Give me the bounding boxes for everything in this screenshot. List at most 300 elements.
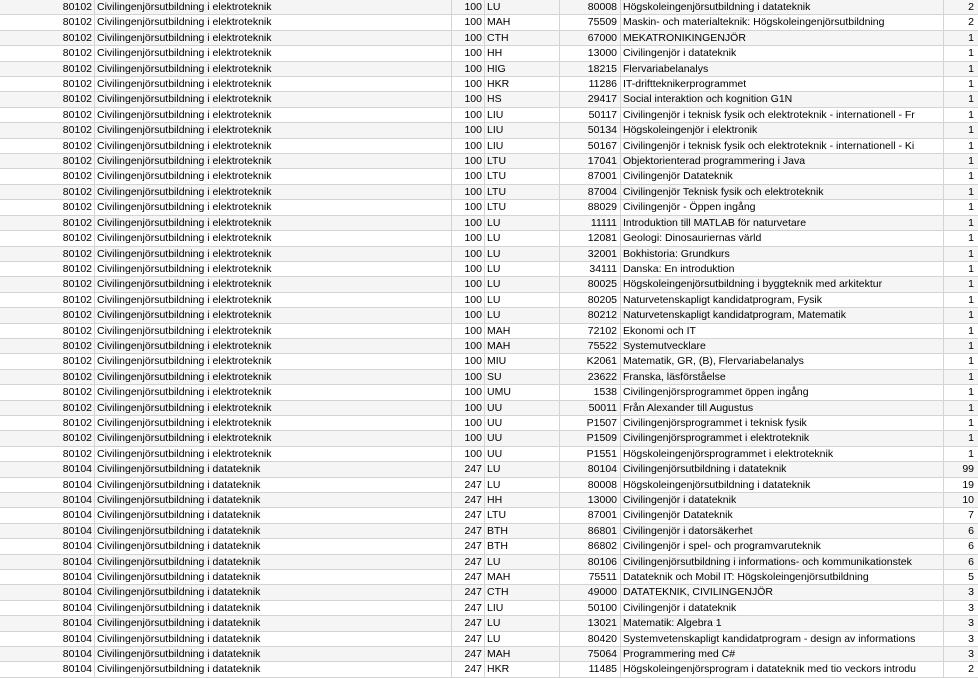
program-name-cell[interactable]: Civilingenjörsutbildning i elektroteknik (95, 46, 452, 61)
course-name-cell[interactable]: Högskoleingenjörsutbildning i datateknik (621, 477, 944, 492)
program-code-cell[interactable]: 80104 (0, 616, 95, 631)
course-code-cell[interactable]: 87004 (560, 184, 621, 199)
count-cell[interactable]: 1 (944, 400, 978, 415)
course-code-cell[interactable]: 80104 (560, 462, 621, 477)
program-name-cell[interactable]: Civilingenjörsutbildning i elektroteknik (95, 338, 452, 353)
course-name-cell[interactable]: IT-driftteknikerprogrammet (621, 77, 944, 92)
count-cell[interactable]: 5 (944, 570, 978, 585)
program-name-cell[interactable]: Civilingenjörsutbildning i elektroteknik (95, 415, 452, 430)
total-cell[interactable]: 100 (452, 261, 485, 276)
program-name-cell[interactable]: Civilingenjörsutbildning i datateknik (95, 493, 452, 508)
program-code-cell[interactable]: 80102 (0, 385, 95, 400)
university-cell[interactable]: LIU (485, 600, 560, 615)
program-code-cell[interactable]: 80102 (0, 323, 95, 338)
total-cell[interactable]: 100 (452, 246, 485, 261)
program-name-cell[interactable]: Civilingenjörsutbildning i elektroteknik (95, 61, 452, 76)
count-cell[interactable]: 1 (944, 200, 978, 215)
program-code-cell[interactable]: 80104 (0, 477, 95, 492)
course-code-cell[interactable]: 50100 (560, 600, 621, 615)
university-cell[interactable]: MAH (485, 570, 560, 585)
university-cell[interactable]: UMU (485, 385, 560, 400)
course-name-cell[interactable]: Civilingenjör i teknisk fysik och elektroteknik - internationell - Fr (621, 107, 944, 122)
total-cell[interactable]: 100 (452, 154, 485, 169)
university-cell[interactable]: SU (485, 369, 560, 384)
program-name-cell[interactable]: Civilingenjörsutbildning i elektroteknik (95, 261, 452, 276)
university-cell[interactable]: LU (485, 277, 560, 292)
count-cell[interactable]: 1 (944, 369, 978, 384)
total-cell[interactable]: 247 (452, 616, 485, 631)
program-code-cell[interactable]: 80102 (0, 77, 95, 92)
course-name-cell[interactable]: Social interaktion och kognition G1N (621, 92, 944, 107)
course-name-cell[interactable]: Naturvetenskapligt kandidatprogram, Matematik (621, 308, 944, 323)
program-code-cell[interactable]: 80102 (0, 308, 95, 323)
program-code-cell[interactable]: 80102 (0, 431, 95, 446)
program-name-cell[interactable]: Civilingenjörsutbildning i elektroteknik (95, 154, 452, 169)
course-name-cell[interactable]: Högskoleingenjörsprogram i datateknik med tio veckors introdu (621, 662, 944, 677)
total-cell[interactable]: 100 (452, 123, 485, 138)
program-code-cell[interactable]: 80102 (0, 292, 95, 307)
total-cell[interactable]: 100 (452, 369, 485, 384)
course-name-cell[interactable]: Flervariabelanalys (621, 61, 944, 76)
program-code-cell[interactable]: 80104 (0, 662, 95, 677)
program-code-cell[interactable]: 80104 (0, 554, 95, 569)
university-cell[interactable]: LU (485, 261, 560, 276)
course-name-cell[interactable]: Civilingenjörsutbildning i datateknik (621, 462, 944, 477)
total-cell[interactable]: 247 (452, 570, 485, 585)
university-cell[interactable]: MAH (485, 338, 560, 353)
program-code-cell[interactable]: 80102 (0, 15, 95, 30)
program-name-cell[interactable]: Civilingenjörsutbildning i datateknik (95, 554, 452, 569)
university-cell[interactable]: LTU (485, 200, 560, 215)
count-cell[interactable]: 1 (944, 431, 978, 446)
count-cell[interactable]: 1 (944, 46, 978, 61)
total-cell[interactable]: 247 (452, 539, 485, 554)
university-cell[interactable]: MAH (485, 647, 560, 662)
total-cell[interactable]: 100 (452, 184, 485, 199)
program-name-cell[interactable]: Civilingenjörsutbildning i elektroteknik (95, 431, 452, 446)
course-name-cell[interactable]: Högskoleingenjörsprogrammet i elektroteknik (621, 446, 944, 461)
total-cell[interactable]: 100 (452, 215, 485, 230)
university-cell[interactable]: LU (485, 631, 560, 646)
program-code-cell[interactable]: 80104 (0, 523, 95, 538)
program-name-cell[interactable]: Civilingenjörsutbildning i datateknik (95, 631, 452, 646)
count-cell[interactable]: 1 (944, 246, 978, 261)
course-code-cell[interactable]: 50011 (560, 400, 621, 415)
course-name-cell[interactable]: Civilingenjörsprogrammet i teknisk fysik (621, 415, 944, 430)
total-cell[interactable]: 247 (452, 631, 485, 646)
total-cell[interactable]: 247 (452, 662, 485, 677)
university-cell[interactable]: LU (485, 308, 560, 323)
count-cell[interactable]: 1 (944, 123, 978, 138)
course-name-cell[interactable]: Högskoleingenjör i elektronik (621, 123, 944, 138)
course-name-cell[interactable]: Civilingenjör i spel- och programvaruteknik (621, 539, 944, 554)
program-code-cell[interactable]: 80102 (0, 338, 95, 353)
course-name-cell[interactable]: Maskin- och materialteknik: Högskoleingenjörsutbildning (621, 15, 944, 30)
course-code-cell[interactable]: 80420 (560, 631, 621, 646)
count-cell[interactable]: 10 (944, 493, 978, 508)
university-cell[interactable]: LTU (485, 169, 560, 184)
program-name-cell[interactable]: Civilingenjörsutbildning i elektroteknik (95, 107, 452, 122)
university-cell[interactable]: LU (485, 292, 560, 307)
course-code-cell[interactable]: 50167 (560, 138, 621, 153)
university-cell[interactable]: HS (485, 92, 560, 107)
count-cell[interactable]: 1 (944, 184, 978, 199)
university-cell[interactable]: MAH (485, 15, 560, 30)
count-cell[interactable]: 99 (944, 462, 978, 477)
program-name-cell[interactable]: Civilingenjörsutbildning i elektroteknik (95, 200, 452, 215)
program-code-cell[interactable]: 80102 (0, 231, 95, 246)
university-cell[interactable]: HH (485, 46, 560, 61)
course-code-cell[interactable]: 1538 (560, 385, 621, 400)
count-cell[interactable]: 1 (944, 30, 978, 45)
course-name-cell[interactable]: Systemutvecklare (621, 338, 944, 353)
total-cell[interactable]: 100 (452, 61, 485, 76)
course-name-cell[interactable]: Civilingenjör Datateknik (621, 169, 944, 184)
total-cell[interactable]: 100 (452, 0, 485, 15)
count-cell[interactable]: 1 (944, 77, 978, 92)
university-cell[interactable]: MAH (485, 323, 560, 338)
course-code-cell[interactable]: 13000 (560, 46, 621, 61)
university-cell[interactable]: HH (485, 493, 560, 508)
university-cell[interactable]: LIU (485, 107, 560, 122)
program-name-cell[interactable]: Civilingenjörsutbildning i elektroteknik (95, 138, 452, 153)
total-cell[interactable]: 247 (452, 508, 485, 523)
program-code-cell[interactable]: 80102 (0, 61, 95, 76)
count-cell[interactable]: 1 (944, 169, 978, 184)
count-cell[interactable]: 1 (944, 446, 978, 461)
count-cell[interactable]: 6 (944, 539, 978, 554)
count-cell[interactable]: 1 (944, 415, 978, 430)
program-name-cell[interactable]: Civilingenjörsutbildning i datateknik (95, 647, 452, 662)
course-name-cell[interactable]: Civilingenjörsutbildning i informations- och kommunikationstek (621, 554, 944, 569)
course-name-cell[interactable]: Programmering med C# (621, 647, 944, 662)
course-code-cell[interactable]: 32001 (560, 246, 621, 261)
course-name-cell[interactable]: Civilingenjör i teknisk fysik och elektroteknik - internationell - Ki (621, 138, 944, 153)
course-code-cell[interactable]: 13000 (560, 493, 621, 508)
course-name-cell[interactable]: Franska, läsförståelse (621, 369, 944, 384)
course-code-cell[interactable]: P1509 (560, 431, 621, 446)
program-name-cell[interactable]: Civilingenjörsutbildning i elektroteknik (95, 400, 452, 415)
university-cell[interactable]: LTU (485, 154, 560, 169)
program-code-cell[interactable]: 80104 (0, 600, 95, 615)
course-code-cell[interactable]: 13021 (560, 616, 621, 631)
program-code-cell[interactable]: 80104 (0, 631, 95, 646)
program-name-cell[interactable]: Civilingenjörsutbildning i elektroteknik (95, 308, 452, 323)
university-cell[interactable]: HIG (485, 61, 560, 76)
course-code-cell[interactable]: 75064 (560, 647, 621, 662)
course-name-cell[interactable]: Matematik: Algebra 1 (621, 616, 944, 631)
total-cell[interactable]: 100 (452, 138, 485, 153)
course-code-cell[interactable]: 12081 (560, 231, 621, 246)
total-cell[interactable]: 100 (452, 354, 485, 369)
university-cell[interactable]: LU (485, 554, 560, 569)
total-cell[interactable]: 100 (452, 231, 485, 246)
program-code-cell[interactable]: 80102 (0, 138, 95, 153)
count-cell[interactable]: 1 (944, 354, 978, 369)
total-cell[interactable]: 100 (452, 446, 485, 461)
program-name-cell[interactable]: Civilingenjörsutbildning i elektroteknik (95, 215, 452, 230)
course-code-cell[interactable]: 80106 (560, 554, 621, 569)
course-code-cell[interactable]: 23622 (560, 369, 621, 384)
count-cell[interactable]: 1 (944, 215, 978, 230)
program-code-cell[interactable]: 80104 (0, 462, 95, 477)
course-name-cell[interactable]: Civilingenjör Datateknik (621, 508, 944, 523)
count-cell[interactable]: 2 (944, 15, 978, 30)
count-cell[interactable]: 2 (944, 662, 978, 677)
count-cell[interactable]: 1 (944, 92, 978, 107)
count-cell[interactable]: 3 (944, 600, 978, 615)
count-cell[interactable]: 1 (944, 138, 978, 153)
total-cell[interactable]: 247 (452, 462, 485, 477)
course-name-cell[interactable]: Civilingenjörsprogrammet i elektroteknik (621, 431, 944, 446)
course-code-cell[interactable]: 50134 (560, 123, 621, 138)
course-code-cell[interactable]: 72102 (560, 323, 621, 338)
program-code-cell[interactable]: 80102 (0, 30, 95, 45)
program-name-cell[interactable]: Civilingenjörsutbildning i elektroteknik (95, 323, 452, 338)
university-cell[interactable]: UU (485, 431, 560, 446)
total-cell[interactable]: 100 (452, 431, 485, 446)
program-code-cell[interactable]: 80102 (0, 46, 95, 61)
program-name-cell[interactable]: Civilingenjörsutbildning i datateknik (95, 616, 452, 631)
program-name-cell[interactable]: Civilingenjörsutbildning i elektroteknik (95, 15, 452, 30)
course-code-cell[interactable]: 86801 (560, 523, 621, 538)
total-cell[interactable]: 100 (452, 30, 485, 45)
course-name-cell[interactable]: Bokhistoria: Grundkurs (621, 246, 944, 261)
program-name-cell[interactable]: Civilingenjörsutbildning i datateknik (95, 462, 452, 477)
course-code-cell[interactable]: 80025 (560, 277, 621, 292)
course-code-cell[interactable]: 87001 (560, 508, 621, 523)
total-cell[interactable]: 247 (452, 523, 485, 538)
program-code-cell[interactable]: 80102 (0, 200, 95, 215)
count-cell[interactable]: 1 (944, 292, 978, 307)
count-cell[interactable]: 6 (944, 523, 978, 538)
course-name-cell[interactable]: Matematik, GR, (B), Flervariabelanalys (621, 354, 944, 369)
program-name-cell[interactable]: Civilingenjörsutbildning i elektroteknik (95, 169, 452, 184)
course-name-cell[interactable]: Civilingenjör Teknisk fysik och elektroteknik (621, 184, 944, 199)
course-code-cell[interactable]: 34111 (560, 261, 621, 276)
course-code-cell[interactable]: 86802 (560, 539, 621, 554)
count-cell[interactable]: 1 (944, 338, 978, 353)
course-code-cell[interactable]: 11111 (560, 215, 621, 230)
university-cell[interactable]: LU (485, 0, 560, 15)
count-cell[interactable]: 6 (944, 554, 978, 569)
course-code-cell[interactable]: 11485 (560, 662, 621, 677)
total-cell[interactable]: 100 (452, 400, 485, 415)
program-name-cell[interactable]: Civilingenjörsutbildning i datateknik (95, 523, 452, 538)
program-code-cell[interactable]: 80102 (0, 92, 95, 107)
university-cell[interactable]: LIU (485, 123, 560, 138)
program-code-cell[interactable]: 80102 (0, 0, 95, 15)
count-cell[interactable]: 1 (944, 385, 978, 400)
count-cell[interactable]: 1 (944, 308, 978, 323)
course-name-cell[interactable]: Högskoleingenjörsutbildning i datateknik (621, 0, 944, 15)
course-name-cell[interactable]: Objektorienterad programmering i Java (621, 154, 944, 169)
university-cell[interactable]: BTH (485, 523, 560, 538)
total-cell[interactable]: 100 (452, 415, 485, 430)
program-name-cell[interactable]: Civilingenjörsutbildning i elektroteknik (95, 446, 452, 461)
program-code-cell[interactable]: 80102 (0, 446, 95, 461)
university-cell[interactable]: LU (485, 215, 560, 230)
university-cell[interactable]: MIU (485, 354, 560, 369)
count-cell[interactable]: 3 (944, 647, 978, 662)
count-cell[interactable]: 1 (944, 323, 978, 338)
program-code-cell[interactable]: 80104 (0, 570, 95, 585)
course-code-cell[interactable]: 80008 (560, 477, 621, 492)
program-name-cell[interactable]: Civilingenjörsutbildning i elektroteknik (95, 231, 452, 246)
university-cell[interactable]: LTU (485, 508, 560, 523)
program-code-cell[interactable]: 80102 (0, 261, 95, 276)
count-cell[interactable]: 1 (944, 61, 978, 76)
course-name-cell[interactable]: Civilingenjör i datorsäkerhet (621, 523, 944, 538)
course-name-cell[interactable]: Civilingenjör i datateknik (621, 46, 944, 61)
total-cell[interactable]: 100 (452, 46, 485, 61)
count-cell[interactable]: 3 (944, 585, 978, 600)
count-cell[interactable]: 2 (944, 0, 978, 15)
course-name-cell[interactable]: Naturvetenskapligt kandidatprogram, Fysik (621, 292, 944, 307)
program-name-cell[interactable]: Civilingenjörsutbildning i datateknik (95, 585, 452, 600)
course-name-cell[interactable]: Från Alexander till Augustus (621, 400, 944, 415)
university-cell[interactable]: HKR (485, 77, 560, 92)
program-name-cell[interactable]: Civilingenjörsutbildning i datateknik (95, 477, 452, 492)
count-cell[interactable]: 3 (944, 631, 978, 646)
course-code-cell[interactable]: 75509 (560, 15, 621, 30)
count-cell[interactable]: 1 (944, 277, 978, 292)
program-name-cell[interactable]: Civilingenjörsutbildning i datateknik (95, 539, 452, 554)
university-cell[interactable]: LU (485, 246, 560, 261)
course-code-cell[interactable]: 29417 (560, 92, 621, 107)
program-code-cell[interactable]: 80102 (0, 154, 95, 169)
total-cell[interactable]: 247 (452, 585, 485, 600)
course-code-cell[interactable]: 50117 (560, 107, 621, 122)
count-cell[interactable]: 1 (944, 154, 978, 169)
program-name-cell[interactable]: Civilingenjörsutbildning i elektroteknik (95, 354, 452, 369)
course-name-cell[interactable]: Geologi: Dinosauriernas värld (621, 231, 944, 246)
program-name-cell[interactable]: Civilingenjörsutbildning i elektroteknik (95, 277, 452, 292)
program-code-cell[interactable]: 80102 (0, 246, 95, 261)
total-cell[interactable]: 100 (452, 200, 485, 215)
program-code-cell[interactable]: 80102 (0, 123, 95, 138)
total-cell[interactable]: 100 (452, 77, 485, 92)
program-code-cell[interactable]: 80102 (0, 169, 95, 184)
course-name-cell[interactable]: Systemvetenskapligt kandidatprogram - design av informations (621, 631, 944, 646)
course-code-cell[interactable]: 75511 (560, 570, 621, 585)
program-code-cell[interactable]: 80104 (0, 493, 95, 508)
course-name-cell[interactable]: Civilingenjör - Öppen ingång (621, 200, 944, 215)
program-code-cell[interactable]: 80102 (0, 107, 95, 122)
program-name-cell[interactable]: Civilingenjörsutbildning i elektroteknik (95, 123, 452, 138)
total-cell[interactable]: 247 (452, 600, 485, 615)
program-name-cell[interactable]: Civilingenjörsutbildning i elektroteknik (95, 0, 452, 15)
course-code-cell[interactable]: P1551 (560, 446, 621, 461)
course-code-cell[interactable]: P1507 (560, 415, 621, 430)
count-cell[interactable]: 3 (944, 616, 978, 631)
university-cell[interactable]: HKR (485, 662, 560, 677)
count-cell[interactable]: 1 (944, 107, 978, 122)
course-name-cell[interactable]: Datateknik och Mobil IT: Högskoleingenjörsutbildning (621, 570, 944, 585)
university-cell[interactable]: CTH (485, 585, 560, 600)
course-name-cell[interactable]: Högskoleingenjörsutbildning i byggteknik med arkitektur (621, 277, 944, 292)
total-cell[interactable]: 100 (452, 308, 485, 323)
count-cell[interactable]: 1 (944, 231, 978, 246)
program-name-cell[interactable]: Civilingenjörsutbildning i elektroteknik (95, 77, 452, 92)
total-cell[interactable]: 100 (452, 292, 485, 307)
course-name-cell[interactable]: Introduktion till MATLAB för naturvetare (621, 215, 944, 230)
university-cell[interactable]: LU (485, 477, 560, 492)
total-cell[interactable]: 247 (452, 493, 485, 508)
program-code-cell[interactable]: 80104 (0, 539, 95, 554)
program-code-cell[interactable]: 80104 (0, 508, 95, 523)
count-cell[interactable]: 1 (944, 261, 978, 276)
university-cell[interactable]: LU (485, 231, 560, 246)
program-name-cell[interactable]: Civilingenjörsutbildning i elektroteknik (95, 385, 452, 400)
program-name-cell[interactable]: Civilingenjörsutbildning i datateknik (95, 662, 452, 677)
program-code-cell[interactable]: 80102 (0, 215, 95, 230)
program-code-cell[interactable]: 80102 (0, 277, 95, 292)
program-name-cell[interactable]: Civilingenjörsutbildning i elektroteknik (95, 369, 452, 384)
course-name-cell[interactable]: Ekonomi och IT (621, 323, 944, 338)
total-cell[interactable]: 100 (452, 385, 485, 400)
course-name-cell[interactable]: Civilingenjörsprogrammet öppen ingång (621, 385, 944, 400)
university-cell[interactable]: UU (485, 415, 560, 430)
university-cell[interactable]: UU (485, 400, 560, 415)
course-code-cell[interactable]: 87001 (560, 169, 621, 184)
course-code-cell[interactable]: 80205 (560, 292, 621, 307)
total-cell[interactable]: 100 (452, 92, 485, 107)
course-code-cell[interactable]: 17041 (560, 154, 621, 169)
course-name-cell[interactable]: Civilingenjör i datateknik (621, 493, 944, 508)
university-cell[interactable]: LU (485, 616, 560, 631)
university-cell[interactable]: BTH (485, 539, 560, 554)
course-name-cell[interactable]: DATATEKNIK, CIVILINGENJÖR (621, 585, 944, 600)
course-code-cell[interactable]: K2061 (560, 354, 621, 369)
course-code-cell[interactable]: 80008 (560, 0, 621, 15)
program-code-cell[interactable]: 80102 (0, 184, 95, 199)
course-code-cell[interactable]: 67000 (560, 30, 621, 45)
program-name-cell[interactable]: Civilingenjörsutbildning i elektroteknik (95, 30, 452, 45)
program-name-cell[interactable]: Civilingenjörsutbildning i elektroteknik (95, 92, 452, 107)
program-code-cell[interactable]: 80102 (0, 369, 95, 384)
university-cell[interactable]: LU (485, 462, 560, 477)
total-cell[interactable]: 100 (452, 169, 485, 184)
university-cell[interactable]: CTH (485, 30, 560, 45)
count-cell[interactable]: 19 (944, 477, 978, 492)
total-cell[interactable]: 247 (452, 647, 485, 662)
program-name-cell[interactable]: Civilingenjörsutbildning i elektroteknik (95, 246, 452, 261)
course-code-cell[interactable]: 75522 (560, 338, 621, 353)
program-name-cell[interactable]: Civilingenjörsutbildning i elektroteknik (95, 184, 452, 199)
program-name-cell[interactable]: Civilingenjörsutbildning i datateknik (95, 508, 452, 523)
program-name-cell[interactable]: Civilingenjörsutbildning i datateknik (95, 570, 452, 585)
program-code-cell[interactable]: 80104 (0, 585, 95, 600)
university-cell[interactable]: LIU (485, 138, 560, 153)
count-cell[interactable]: 7 (944, 508, 978, 523)
program-code-cell[interactable]: 80102 (0, 354, 95, 369)
course-code-cell[interactable]: 88029 (560, 200, 621, 215)
course-code-cell[interactable]: 80212 (560, 308, 621, 323)
total-cell[interactable]: 100 (452, 338, 485, 353)
total-cell[interactable]: 247 (452, 554, 485, 569)
course-name-cell[interactable]: MEKATRONIKINGENJÖR (621, 30, 944, 45)
course-name-cell[interactable]: Civilingenjör i datateknik (621, 600, 944, 615)
course-code-cell[interactable]: 11286 (560, 77, 621, 92)
total-cell[interactable]: 100 (452, 15, 485, 30)
course-name-cell[interactable]: Danska: En introduktion (621, 261, 944, 276)
total-cell[interactable]: 100 (452, 107, 485, 122)
program-code-cell[interactable]: 80104 (0, 647, 95, 662)
course-code-cell[interactable]: 18215 (560, 61, 621, 76)
program-name-cell[interactable]: Civilingenjörsutbildning i elektroteknik (95, 292, 452, 307)
total-cell[interactable]: 100 (452, 277, 485, 292)
